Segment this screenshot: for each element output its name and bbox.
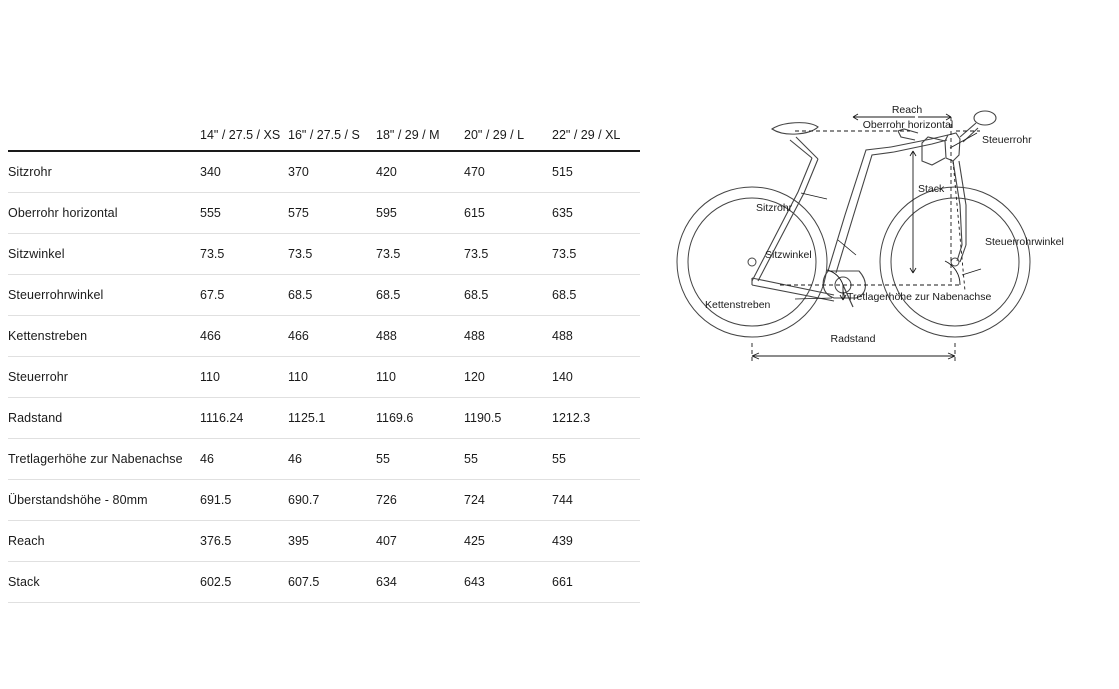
toptube: [891, 135, 948, 147]
cell-value: 110: [288, 370, 308, 384]
cell-value: 575: [288, 206, 309, 220]
cell-value: 340: [200, 165, 221, 179]
front-tire: [880, 187, 1030, 337]
cell-value: 515: [552, 165, 573, 179]
row-label: Sitzrohr: [8, 165, 52, 179]
table-row: [8, 562, 640, 603]
cell-value: 1169.6: [376, 411, 414, 425]
table-row: [8, 521, 640, 562]
cell-value: 661: [552, 575, 573, 589]
leader-steuerrohrwinkel: [962, 269, 981, 275]
table-row: [8, 316, 640, 357]
row-label: Kettenstreben: [8, 329, 88, 343]
cell-value: 607.5: [288, 575, 320, 589]
cell-value: 73.5: [200, 247, 225, 261]
row-label: Radstand: [8, 411, 63, 425]
cell-value: 67.5: [200, 288, 225, 302]
table-row: [8, 275, 640, 316]
cell-value: 595: [376, 206, 397, 220]
table-row: [8, 357, 640, 398]
cell-value: 55: [376, 452, 390, 466]
cell-value: 68.5: [464, 288, 489, 302]
handlebar: [974, 111, 996, 125]
saddle: [772, 123, 818, 134]
cell-value: 724: [464, 493, 485, 507]
cell-value: 488: [376, 329, 397, 343]
downtube-battery: [828, 147, 891, 271]
label-radstand: Radstand: [830, 333, 876, 345]
cell-value: 1116.24: [200, 411, 244, 425]
cell-value: 68.5: [288, 288, 313, 302]
cell-value: 555: [200, 206, 221, 220]
rear-hub: [748, 258, 756, 266]
row-label: Oberrohr horizontal: [8, 206, 118, 220]
cell-value: 643: [464, 575, 485, 589]
leader-sitzrohr: [801, 193, 827, 199]
cell-value: 690.7: [288, 493, 320, 507]
row-label: Steuerrohr: [8, 370, 69, 384]
cell-value: 140: [552, 370, 573, 384]
bike-geometry-diagram: [660, 95, 1110, 385]
table-row: [8, 439, 640, 480]
cell-value: 744: [552, 493, 573, 507]
row-label: Steuerrohrwinkel: [8, 288, 104, 302]
cell-value: 73.5: [552, 247, 577, 261]
cell-value: 420: [376, 165, 397, 179]
cell-value: 110: [376, 370, 396, 384]
cell-value: 120: [464, 370, 485, 384]
column-header-s: 16" / 27.5 / S: [288, 128, 360, 142]
row-label: Tretlagerhöhe zur Nabenachse: [8, 452, 183, 466]
cell-value: 55: [552, 452, 566, 466]
row-label: Reach: [8, 534, 45, 548]
cell-value: 1212.3: [552, 411, 591, 425]
column-header-m: 18" / 29 / M: [376, 128, 440, 142]
cell-value: 615: [464, 206, 485, 220]
cell-value: 466: [200, 329, 221, 343]
table-row: [8, 480, 640, 521]
cell-value: 46: [288, 452, 302, 466]
table-row: [8, 151, 640, 193]
cell-value: 470: [464, 165, 485, 179]
table-row: [8, 398, 640, 439]
label-tretlagerhoehe: Tretlagerhöhe zur Nabenachse: [847, 291, 992, 303]
table-corner-cell: [8, 108, 200, 151]
cell-value: 395: [288, 534, 309, 548]
cell-value: 602.5: [200, 575, 232, 589]
cell-value: 466: [288, 329, 309, 343]
downtube-battery-inner: [836, 152, 894, 273]
cell-value: 68.5: [376, 288, 401, 302]
cell-value: 425: [464, 534, 485, 548]
geometry-table-wrapper: [8, 108, 640, 603]
column-header-l: 20" / 29 / L: [464, 128, 525, 142]
seatstay: [752, 158, 812, 281]
cell-value: 1190.5: [464, 411, 502, 425]
cell-value: 635: [552, 206, 573, 220]
row-label: Stack: [8, 575, 40, 589]
table-header-row: [8, 108, 640, 151]
label-sitzrohr: Sitzrohr: [756, 202, 793, 214]
cell-value: 73.5: [288, 247, 313, 261]
seatstay-2: [758, 159, 818, 281]
cell-value: 488: [464, 329, 485, 343]
cell-value: 73.5: [376, 247, 401, 261]
cell-value: 1125.1: [288, 411, 326, 425]
cell-value: 376.5: [200, 534, 232, 548]
table-row: [8, 234, 640, 275]
label-stack: Stack: [918, 183, 945, 195]
cell-value: 55: [464, 452, 478, 466]
cell-value: 634: [376, 575, 397, 589]
label-steuerrohrwinkel: Steuerrohrwinkel: [985, 236, 1064, 248]
table-body: [8, 151, 640, 603]
front-rim: [891, 198, 1019, 326]
cell-value: 691.5: [200, 493, 232, 507]
cell-value: 439: [552, 534, 573, 548]
label-sitzwinkel: Sitzwinkel: [765, 249, 812, 261]
leader-sitzwinkel: [838, 240, 856, 255]
cell-value: 46: [200, 452, 214, 466]
geometry-table: [8, 108, 640, 603]
cell-value: 68.5: [552, 288, 577, 302]
label-reach: Reach: [891, 104, 923, 116]
rear-tire: [677, 187, 827, 337]
cell-value: 73.5: [464, 247, 489, 261]
label-oberrohr-horizontal: Oberrohr horizontal: [862, 119, 954, 131]
cell-value: 110: [200, 370, 220, 384]
column-header-xs: 14" / 27.5 / XS: [200, 128, 281, 142]
row-label: Überstandshöhe - 80mm: [8, 493, 148, 507]
table-header: [8, 108, 640, 151]
head-angle-axis: [953, 161, 965, 291]
row-label: Sitzwinkel: [8, 247, 65, 261]
cell-value: 488: [552, 329, 573, 343]
table-row: [8, 193, 640, 234]
toptube-inner: [894, 140, 947, 152]
label-steuerrohr: Steuerrohr: [982, 134, 1032, 146]
leader-kettenstreben: [795, 298, 832, 299]
label-kettenstreben: Kettenstreben: [705, 299, 771, 311]
leader-steuerrohr: [950, 133, 977, 148]
column-header-xl: 22" / 29 / XL: [552, 128, 621, 142]
cell-value: 370: [288, 165, 309, 179]
cell-value: 407: [376, 534, 397, 548]
cell-value: 726: [376, 493, 397, 507]
